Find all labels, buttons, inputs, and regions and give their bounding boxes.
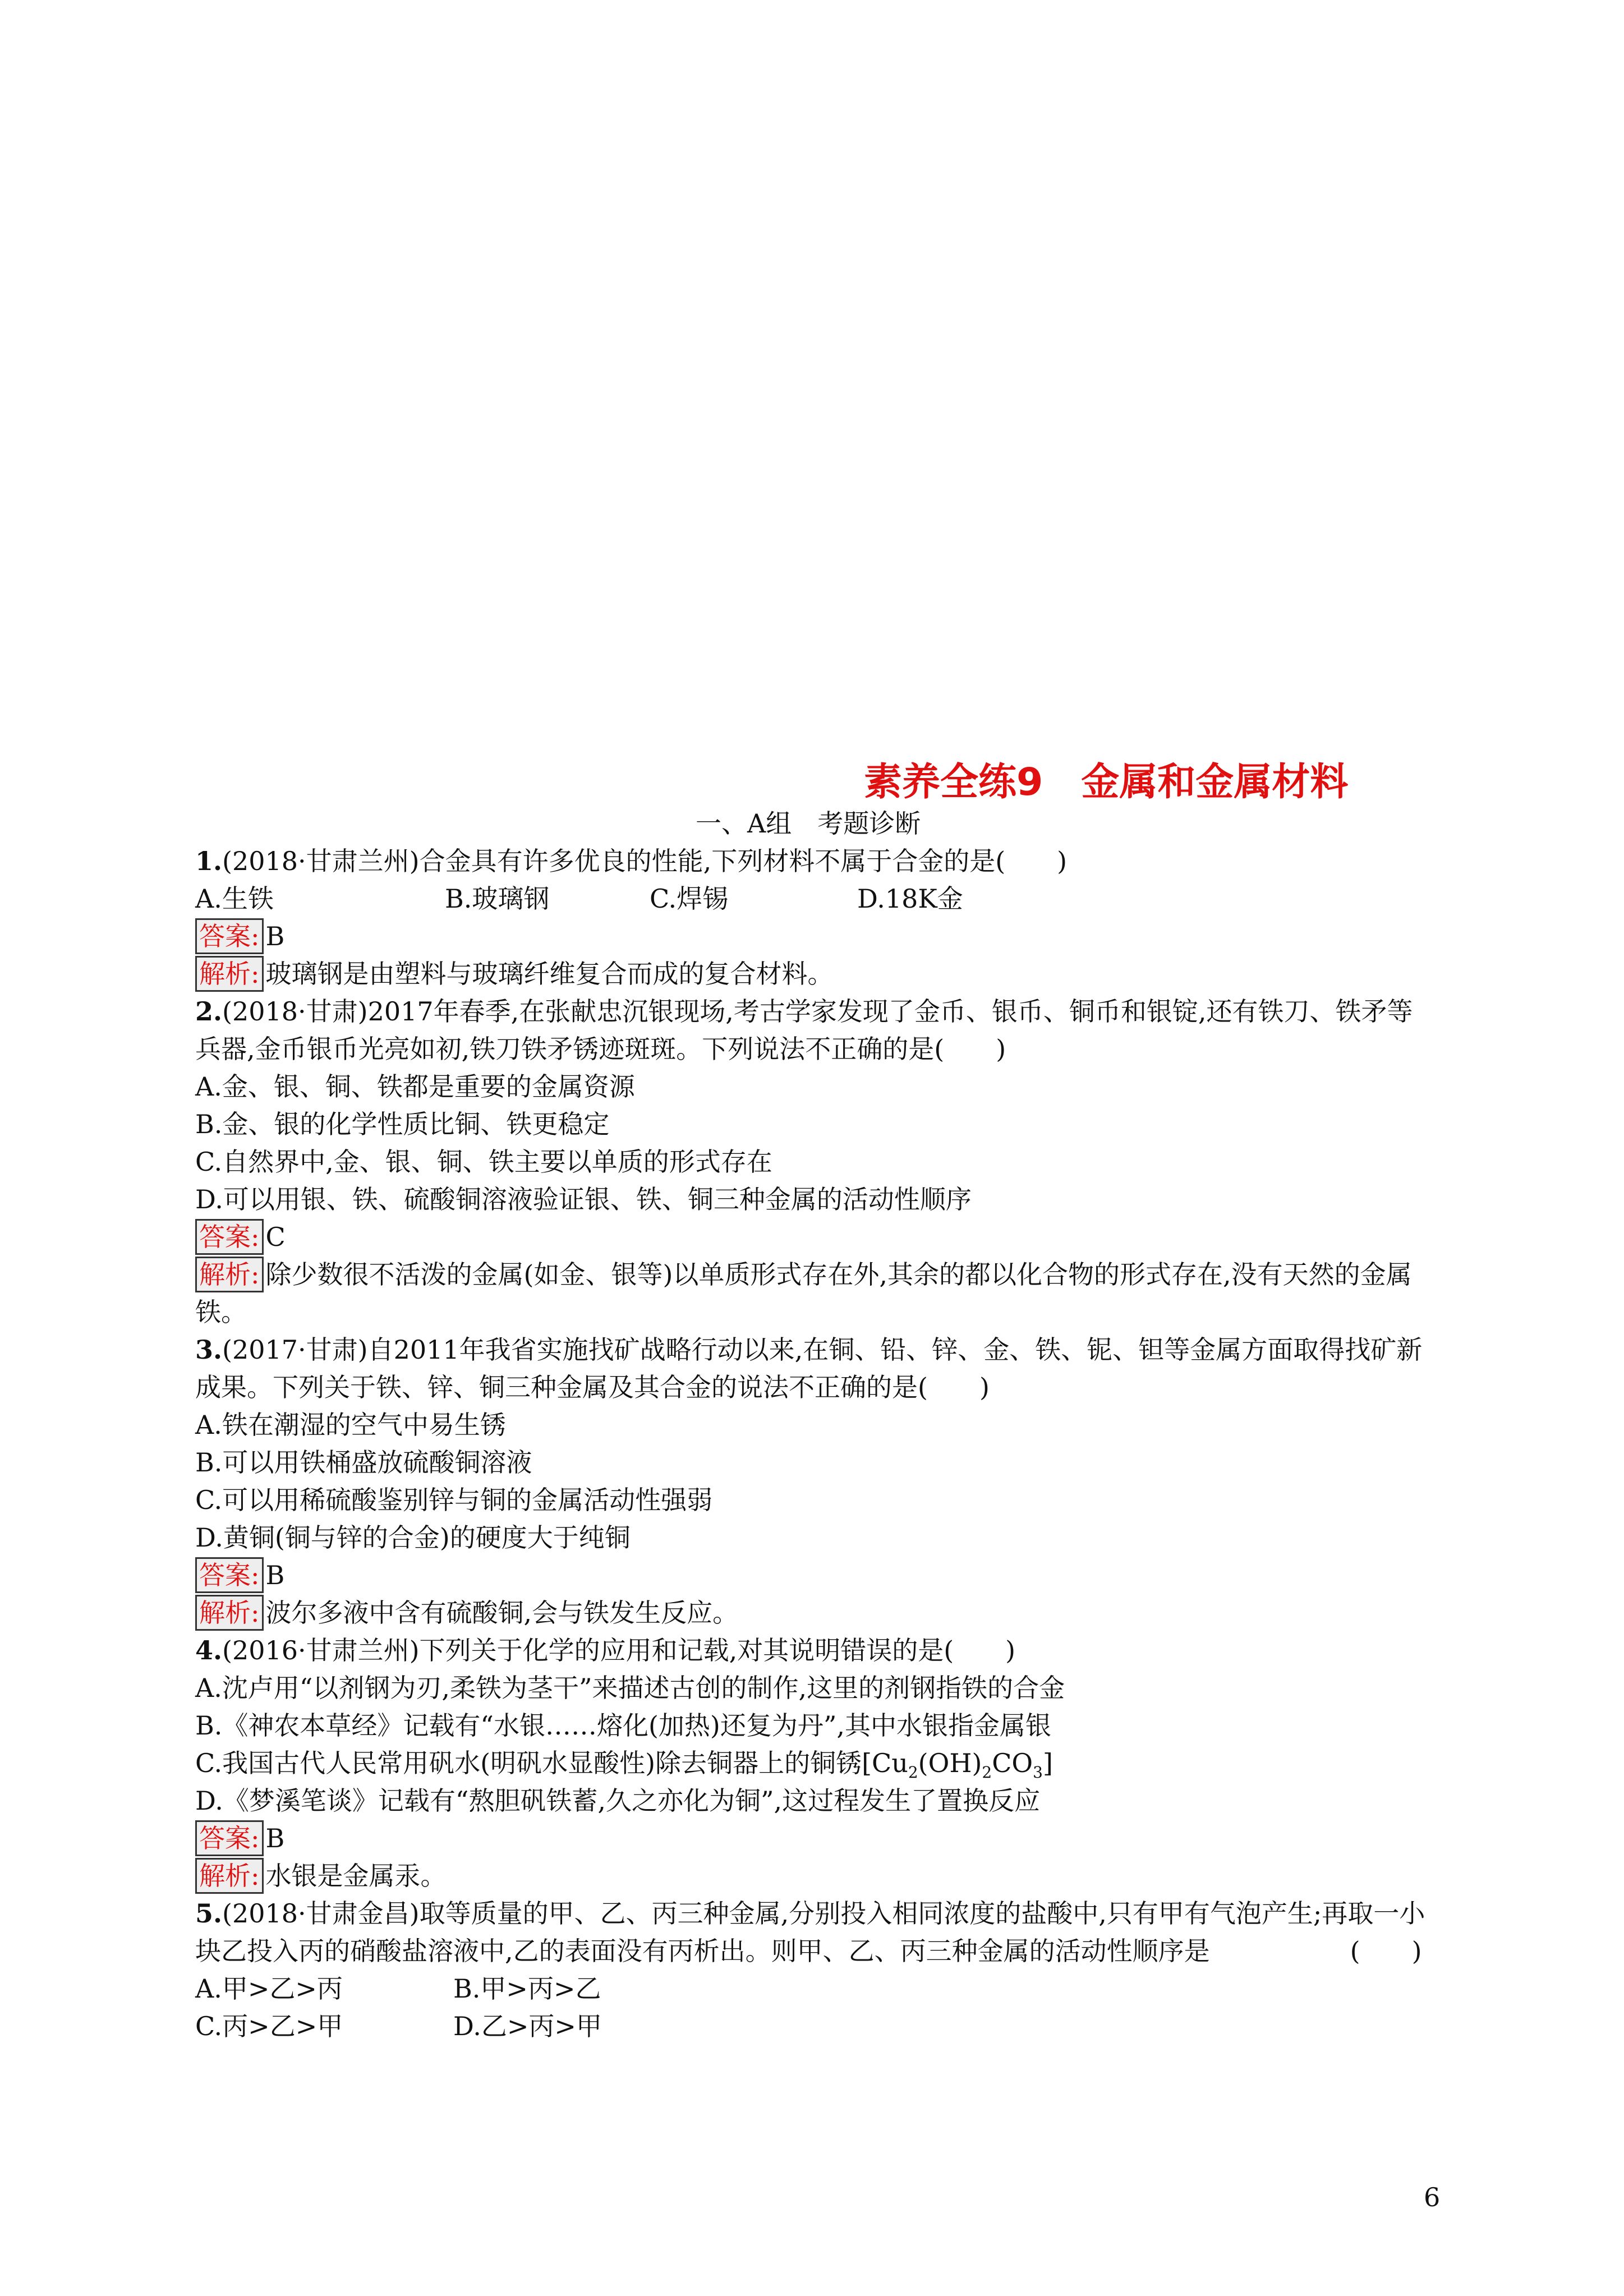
option-d: D.黄铜(铜与锌的合金)的硬度大于纯铜: [195, 1522, 631, 1553]
question-3-stem: [195, 1331, 1435, 1406]
option-c: C.自然界中,金、银、铜、铁主要以单质的形式存在: [195, 1147, 772, 1177]
answer-value: B: [265, 921, 285, 951]
answer-value: B: [265, 1823, 285, 1853]
option-b: B.玻璃钢: [445, 884, 550, 914]
question-4-stem: [195, 1632, 1435, 1669]
option-c: C.可以用稀硫酸鉴别锌与铜的金属活动性强弱: [195, 1485, 713, 1515]
question-1-options: [195, 880, 1435, 918]
question-2-stem: [195, 993, 1435, 1068]
question-number: 4.: [195, 1635, 223, 1665]
option-a: A.生铁: [195, 884, 274, 914]
question-5-stem: [195, 1895, 1435, 1970]
option-b: B.甲>丙>乙: [453, 1973, 601, 2004]
option-d: D.乙>丙>甲: [453, 2011, 602, 2041]
question-number: 2.: [195, 996, 223, 1027]
question-text: (2016·甘肃兰州)下列关于化学的应用和记载,对其说明错误的是( ): [222, 1635, 1016, 1665]
answer-tag: 答案:: [195, 1820, 264, 1856]
question-1-answer: [195, 918, 1435, 955]
question-3-analysis: [195, 1594, 1435, 1632]
option-d: D.可以用银、铁、硫酸铜溶液验证银、铁、铜三种金属的活动性顺序: [195, 1184, 972, 1214]
option-d: D.《梦溪笔谈》记载有“熬胆矾铁蓄,久之亦化为铜”,这过程发生了置换反应: [195, 1786, 1041, 1816]
question-number: 1.: [195, 846, 223, 876]
title-part1: 素养全练9: [864, 760, 1043, 804]
formula-part: CO: [992, 1748, 1033, 1778]
option-a: A.沈卢用“以剂钢为刃,柔铁为茎干”来描述古创的制作,这里的剂钢指铁的合金: [195, 1673, 1065, 1703]
question-2-answer: [195, 1218, 1435, 1256]
question-number: 3.: [195, 1335, 223, 1365]
question-text: (2018·甘肃兰州)合金具有许多优良的性能,下列材料不属于合金的是( ): [222, 846, 1068, 876]
question-text: (2018·甘肃金昌)取等质量的甲、乙、丙三种金属,分别投入相同浓度的盐酸中,只有甲有气泡产生;再取一小块乙投入丙的硝酸盐溶液中,乙的表面没有丙析出。则甲、乙、丙三种金属的活动性顺序是: [195, 1898, 1425, 1966]
analysis-tag: 解析:: [195, 1858, 264, 1894]
option-a: A.金、银、铜、铁都是重要的金属资源: [195, 1071, 635, 1102]
answer-tag: 答案:: [195, 1557, 264, 1593]
exercise-title: [864, 752, 1348, 806]
analysis-text: 波尔多液中含有硫酸铜,会与铁发生反应。: [265, 1598, 739, 1628]
formula-close: ]: [1042, 1748, 1053, 1778]
option-c: C.丙>乙>甲: [195, 2011, 343, 2041]
answer-value: B: [265, 1560, 285, 1590]
option-c: C.焊锡: [650, 884, 729, 914]
question-5-options-row2: [195, 2008, 1435, 2045]
analysis-tag: 解析:: [195, 956, 264, 992]
formula-part: (OH): [918, 1748, 982, 1778]
question-3-answer: [195, 1557, 1435, 1594]
question-1-analysis: [195, 955, 1435, 993]
option-a: A.甲>乙>丙: [195, 1973, 343, 2004]
analysis-text: 水银是金属汞。: [265, 1861, 447, 1891]
answer-paren: ( ): [1350, 1936, 1422, 1966]
analysis-text: 玻璃钢是由塑料与玻璃纤维复合而成的复合材料。: [265, 959, 834, 989]
question-4-analysis: [195, 1857, 1435, 1895]
section-heading: 一、A组 考题诊断: [696, 808, 921, 839]
answer-value: C: [265, 1222, 286, 1252]
question-list: [195, 843, 1435, 2045]
analysis-tag: 解析:: [195, 1595, 264, 1631]
answer-tag: 答案:: [195, 918, 264, 954]
formula-sub: 3: [1033, 1763, 1043, 1782]
formula-sub: 2: [908, 1763, 918, 1782]
question-4-answer: [195, 1820, 1435, 1857]
question-text: (2018·甘肃)2017年春季,在张献忠沉银现场,考古学家发现了金币、银币、铜币和银锭,还有铁刀、铁矛等兵器,金币银币光亮如初,铁刀铁矛锈迹斑斑。下列说法不正确的是( ): [195, 996, 1413, 1064]
question-2-analysis: [195, 1256, 1435, 1331]
answer-tag: 答案:: [195, 1219, 264, 1255]
option-d: D.18K金: [857, 884, 963, 914]
option-c-text: C.我国古代人民常用矾水(明矾水显酸性)除去铜器上的铜锈[Cu: [195, 1748, 908, 1778]
option-c: [195, 1745, 1435, 1782]
page-number: 6: [1424, 2182, 1441, 2212]
option-a: A.铁在潮湿的空气中易生锈: [195, 1410, 506, 1440]
question-text: (2017·甘肃)自2011年我省实施找矿战略行动以来,在铜、铅、锌、金、铁、铌、钽等金属方面取得找矿新成果。下列关于铁、锌、铜三种金属及其合金的说法不正确的是( ): [195, 1335, 1423, 1402]
option-b: B.《神农本草经》记载有“水银……熔化(加热)还复为丹”,其中水银指金属银: [195, 1710, 1051, 1741]
option-b: B.金、银的化学性质比铜、铁更稳定: [195, 1109, 610, 1139]
option-b: B.可以用铁桶盛放硫酸铜溶液: [195, 1447, 532, 1478]
title-part2: 金属和金属材料: [1081, 760, 1349, 804]
analysis-tag: 解析:: [195, 1257, 264, 1292]
analysis-text: 除少数很不活泼的金属(如金、银等)以单质形式存在外,其余的都以化合物的形式存在,没有天然的金属铁。: [195, 1259, 1412, 1327]
question-number: 5.: [195, 1898, 223, 1929]
question-1-stem: [195, 843, 1435, 880]
formula-sub: 2: [982, 1763, 992, 1782]
question-5-options-row1: [195, 1970, 1435, 2008]
